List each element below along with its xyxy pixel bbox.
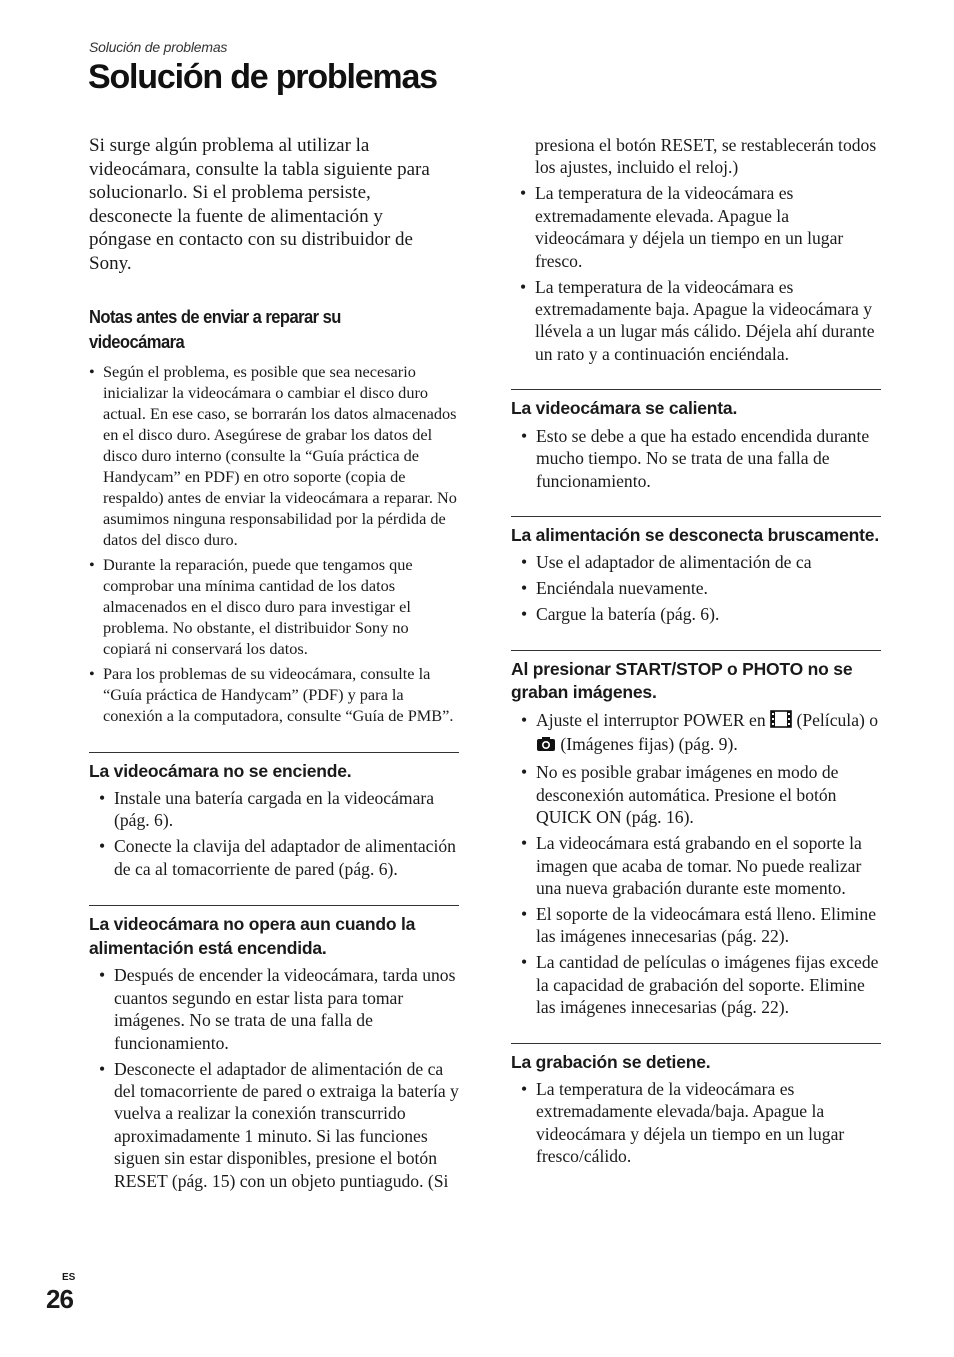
section-detiene [511,1043,881,1168]
list-item: • La temperatura de la videocámara es extremadamente elevada. Apague la videocámara y déjela un tiempo en un lugar fresco. [520,182,881,272]
bullet-list [511,551,881,625]
section-heading: La videocámara no se enciende. [89,760,352,781]
list-item: • Esto se debe a que ha estado encendida durante mucho tiempo. No se trata de una falla de funcionamiento. [521,425,881,492]
bullet-list [511,709,881,1019]
section-heading: La videocámara se calienta. [511,398,738,419]
bullet-list [511,425,881,492]
list-item: • La temperatura de la videocámara es extremadamente elevada/baja. Apague la videocámara y déjela un tiempo en un lugar fresco/cálido. [521,1078,881,1168]
list-item: • Cargue la batería (pág. 6). [521,603,881,625]
list-item: • La videocámara está grabando en el soporte la imagen que acaba de tomar. No puede realizar una nueva grabación durante este momento. [521,832,881,899]
section-no-enciende [89,752,459,881]
section-no-opera [89,905,459,1192]
section-heading: Al presionar START/STOP o PHOTO no se graban imágenes. [511,658,853,703]
list-item [521,709,881,758]
bullet-list [89,964,459,1192]
list-item: • Según el problema, es posible que sea necesario inicializar la videocámara o cambiar el disco duro actual. En ese caso, se borrarán los datos almacenados en el disco duro. Asegúrese de grabar los datos del disco duro interno (consulte la “Guía práctica de Handycam” en PDF) en otro soporte (copia de respaldo) antes de enviar la videocámara a reparar. No asumimos ninguna responsabilidad por la pérdida de datos del disco duro. [89,361,459,550]
section-desconecta [511,516,881,626]
list-item: • La temperatura de la videocámara es extremadamente baja. Apague la videocámara y llévela a un lugar más cálido. Déjela ahí durante un rato y a continuación enciéndala. [520,276,881,366]
section-no-graban [511,650,881,1019]
page-title: Solución de problemas [88,58,437,96]
bullet-list [89,787,459,880]
left-column [89,134,459,1196]
list-item: • El soporte de la videocámara está lleno. Elimine las imágenes innecesarias (pág. 22). [521,903,881,948]
list-item: • La cantidad de películas o imágenes fijas excede la capacidad de grabación del soporte. Elimine las imágenes innecesarias (pág. 22). [521,951,881,1018]
list-item: • Desconecte el adaptador de alimentación de ca del tomacorriente de pared o extraiga la batería y vuelva a realizar la conexión transcurrido aproximadamente 1 minuto. Si las funciones siguen sin estar disponibles, presione el botón RESET (pág. 15) con un objeto puntiagudo. (Si [99,1058,459,1192]
list-item: • Instale una batería cargada en la videocámara (pág. 6). [99,787,459,832]
list-item: • Conecte la clavija del adaptador de alimentación de ca al tomacorriente de pared (pág. 6). [99,835,459,880]
section-heading: La videocámara no opera aun cuando la alimentación está encendida. [89,914,416,958]
list-item: • Enciéndala nuevamente. [521,577,881,599]
camera-icon [536,735,556,757]
list-item: • No es posible grabar imágenes en modo de desconexión automática. Presione el botón QUICK ON (pág. 16). [521,761,881,828]
section-heading: La grabación se detiene. [511,1051,711,1072]
section-calienta [511,389,881,492]
photo-label-text: (Imágenes fijas) (pág. 9). [560,734,738,755]
list-item: • Para los problemas de su videocámara, consulte la “Guía práctica de Handycam” (PDF) y para la conexión a la computadora, consulte “Guía de PMB”. [89,663,459,726]
list-item-continuation: presiona el botón RESET, se restablecerán todos los ajustes, incluido el reloj.) [535,135,877,178]
right-column [511,134,881,1171]
section-heading: La alimentación se desconecta bruscamente. [511,524,879,545]
bullet-list-continued [511,134,881,365]
list-item: • Después de encender la videocámara, tarda unos cuantos segundo en estar lista para tomar imágenes. No se trata de una falla de funcionamiento. [99,964,459,1054]
power-switch-text: Ajuste el interruptor POWER en [536,709,766,730]
bullet-list [511,1078,881,1168]
intro-paragraph: Si surge algún problema al utilizar la videocámara, consulte la tabla siguiente para solucionarlo. Si el problema persiste, desconecte la fuente de alimentación y póngase en contacto con su distribuidor de Sony. [89,135,430,274]
movie-icon [770,710,792,733]
running-header: Solución de problemas [89,39,228,55]
list-item: • Use el adaptador de alimentación de ca [521,551,881,573]
list-item: • Durante la reparación, puede que tengamos que comprobar una mínima cantidad de los datos almacenados en el disco duro para investigar el problema. No obstante, el distribuidor Sony no copiará ni conservará los datos. [89,554,459,659]
notes-heading: Notas antes de enviar a reparar su videocámara [89,306,341,352]
page-number: 26 [46,1284,73,1314]
notes-list [89,361,459,726]
movie-label-text: (Película) o [796,709,879,730]
language-code: ES [62,1272,76,1283]
